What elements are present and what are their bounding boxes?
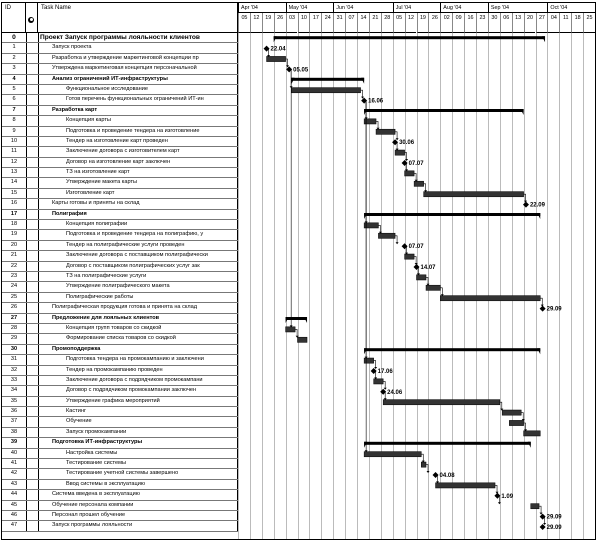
summary-bar [286,317,307,320]
task-id: 33 [2,376,27,385]
task-row[interactable] [2,449,238,459]
milestone-date-label: 22.04 [270,46,286,53]
task-id: 44 [2,490,27,499]
task-id: 2 [2,54,27,63]
task-bar [376,129,395,134]
day-label: 18 [571,13,583,33]
task-id: 41 [2,459,27,468]
task-name: Персонал прошел обучение [38,511,238,520]
info-icon [28,17,34,23]
task-name: Изготовление карт [38,189,238,198]
task-name: Полиграфическая продукция готова и принята на склад [38,303,238,312]
task-bar [286,327,296,332]
task-row[interactable] [2,282,238,292]
task-id: 26 [2,303,27,312]
task-id: 15 [2,189,27,198]
dependency-line [395,132,397,139]
milestone-diamond [540,306,546,312]
dependency-line [286,59,288,66]
task-row[interactable] [2,480,238,490]
summary-bar [364,348,540,351]
task-id: 9 [2,127,27,136]
task-name: Договор с поставщиком полиграфических услуг зак [38,262,238,271]
dependency-line [524,194,526,201]
task-bar [440,296,540,301]
task-bar [364,452,421,457]
task-row[interactable] [2,54,238,64]
task-row[interactable] [2,262,238,272]
task-row[interactable] [2,220,238,230]
dependency-line [289,69,291,326]
dependency-line [426,277,428,284]
dependency-line [539,506,541,513]
task-id: 37 [2,417,27,426]
task-row[interactable] [2,127,238,137]
day-label: 30 [488,13,500,33]
task-name: Формирование списка товаров со скидкой [38,334,238,343]
task-name: Запуск промокампании [38,428,238,437]
task-name: Обучение [38,417,238,426]
task-id: 11 [2,147,27,156]
task-name: Полиграфические работы [38,293,238,302]
day-label: 16 [464,13,476,33]
task-bar [298,337,308,342]
task-row[interactable] [2,189,238,199]
task-bar [292,88,361,93]
summary-bar [364,109,523,112]
task-row[interactable] [2,137,238,147]
task-row[interactable] [2,501,238,511]
task-name: Концепция полиграфии [38,220,238,229]
day-label: 20 [524,13,536,33]
task-id: 30 [2,345,27,354]
task-id: 39 [2,438,27,447]
task-id: 1 [2,43,27,52]
day-label: 12 [405,13,417,33]
day-label: 05 [238,13,250,33]
task-id: 22 [2,262,27,271]
task-name: Утверждение полиграфического макета [38,282,238,291]
task-name: Тендер на изготовление карт проведен [38,137,238,146]
task-id: 40 [2,449,27,458]
milestone-date-label: 05.05 [293,67,309,74]
dependency-line [414,257,416,264]
task-id: 18 [2,220,27,229]
task-row[interactable] [2,210,238,220]
task-row[interactable] [2,158,238,168]
task-row[interactable] [2,324,238,334]
task-name: Карты готовы и приняты на склад [38,199,238,208]
task-id: 8 [2,116,27,125]
column-header-indicators[interactable] [26,3,38,33]
task-name: Разработка карт [38,106,238,115]
task-id: 25 [2,293,27,302]
dependency-line [361,90,363,97]
task-row[interactable] [2,85,238,95]
task-name: Полиграфия [38,210,238,219]
task-name: ТЗ на изготовление карт [38,168,238,177]
task-id: 42 [2,469,27,478]
dependency-line [540,298,542,305]
day-label: 14 [357,13,369,33]
dependency-line [374,361,376,368]
task-row[interactable] [2,147,238,157]
task-row[interactable] [2,251,238,261]
milestone-date-label: 1.09 [501,493,514,500]
task-name: Подготовка ИТ-инфраструктуры [38,438,238,447]
day-label: 04 [547,13,559,33]
day-label: 27 [536,13,548,33]
task-row[interactable] [2,345,238,355]
month-label: May '04 [286,3,334,13]
task-name: Функциональное исследование [38,85,238,94]
task-row[interactable] [2,366,238,376]
task-table [2,33,238,532]
day-label: 24 [321,13,333,33]
task-id: 43 [2,480,27,489]
dependency-line [376,121,378,128]
task-row[interactable] [2,95,238,105]
task-id: 3 [2,64,27,73]
task-bar [378,233,395,238]
task-id: 32 [2,366,27,375]
day-label: 26 [428,13,440,33]
task-name: Анализ ограничений ИТ-инфраструктуры [38,75,238,84]
task-row[interactable] [2,75,238,85]
day-label: 31 [333,13,345,33]
task-name: Настройка системы [38,449,238,458]
task-id: 12 [2,158,27,167]
month-label: Oct '04 [547,3,595,13]
task-row[interactable] [2,314,238,324]
task-name: Предложение для лояльных клиентов [38,314,238,323]
task-id: 4 [2,75,27,84]
milestone-date-label: 22.09 [529,202,545,209]
milestone-date-label: 16.06 [368,98,384,105]
task-id: 17 [2,210,27,219]
dependency-line [378,225,380,232]
task-row[interactable] [2,397,238,407]
dependency-line [495,485,497,492]
task-id: 0 [2,33,27,42]
milestone-date-label: 07.07 [408,161,424,167]
task-name: Обучение персонала компании [38,501,238,510]
task-row[interactable] [2,490,238,500]
task-row[interactable] [2,43,238,53]
dependency-line [383,381,385,388]
task-name: Тестирование системы [38,459,238,468]
task-id: 31 [2,355,27,364]
task-name: Промоподдержка [38,345,238,354]
task-id: 6 [2,95,27,104]
day-label: 26 [274,13,286,33]
task-name: Запуск программы лояльности [38,521,238,530]
dependency-line [395,236,397,243]
task-row[interactable] [2,428,238,438]
task-row[interactable] [2,64,238,74]
day-label: 07 [345,13,357,33]
task-name: Подготовка и проведение тендера на полиграфию, у [38,230,238,239]
task-id: 10 [2,137,27,146]
task-id: 34 [2,386,27,395]
summary-bar [364,442,531,445]
task-name: Ввод системы в эксплуатацию [38,480,238,489]
column-header-id[interactable] [2,3,26,33]
day-label: 25 [583,13,595,33]
milestone-date-label: 29.09 [546,525,562,531]
month-label: Jul '04 [393,3,441,13]
task-row[interactable] [2,303,238,313]
summary-bar [364,213,540,216]
timeline [238,3,595,539]
task-id: 46 [2,511,27,520]
milestone-date-label: 24.06 [387,389,403,396]
task-row[interactable] [2,407,238,417]
gantt-chart [1,2,596,540]
task-name: Заключение договора с изготовителем карт [38,147,238,156]
task-bar [395,150,405,155]
task-name: Подготовка тендера на промокампанию и заключени [38,355,238,364]
task-name: Разработка и утверждение маркетинговой концепции пр [38,54,238,63]
task-bar [414,181,424,186]
day-label: 13 [512,13,524,33]
task-bar [502,410,521,415]
summary-bar [292,78,365,81]
task-bar [374,379,384,384]
task-row[interactable] [2,459,238,469]
task-bar [383,400,500,405]
milestone-date-label: 29.09 [546,514,562,521]
day-label: 19 [262,13,274,33]
task-row[interactable] [2,521,238,531]
task-name: Концепция карты [38,116,238,125]
task-id: 36 [2,407,27,416]
milestone-date-label: 17.06 [377,369,393,375]
task-id: 38 [2,428,27,437]
dependency-arrow [427,471,430,473]
milestone-date-label: 29.09 [546,306,562,313]
task-name: Утверждение макета карты [38,178,238,187]
day-label: 12 [250,13,262,33]
task-bar [524,431,541,436]
summary-bar-end-cap [542,36,545,42]
dependency-line [414,173,416,180]
dependency-line [295,329,297,336]
task-bar [417,275,427,280]
day-label: 11 [559,13,571,33]
day-label: 10 [298,13,310,33]
day-label: 06 [500,13,512,33]
day-label: 03 [286,13,298,33]
task-id: 20 [2,241,27,250]
month-label: Jun '04 [333,3,393,13]
task-name: Запуск проекта [38,43,238,52]
task-id: 28 [2,324,27,333]
task-id: 27 [2,314,27,323]
task-name: ТЗ на полиграфические услуги [38,272,238,281]
task-row[interactable] [2,511,238,521]
task-id: 29 [2,334,27,343]
month-label: Sep '04 [488,3,548,13]
task-id: 45 [2,501,27,510]
day-label: 17 [309,13,321,33]
task-id: 47 [2,521,27,530]
task-bar [267,56,286,61]
column-header-task-name[interactable] [38,3,238,33]
task-row[interactable] [2,116,238,126]
task-bar [405,254,415,259]
month-label: Aug '04 [440,3,488,13]
task-row[interactable] [2,33,238,43]
task-id: 14 [2,178,27,187]
dependency-line [421,454,423,461]
day-label: 09 [452,13,464,33]
task-row[interactable] [2,230,238,240]
task-name: Договор с подрядчиком промокампании заключен [38,386,238,395]
task-id: 13 [2,168,27,177]
summary-bar-end-cap [361,78,364,84]
dependency-line [364,101,366,452]
day-label: 19 [417,13,429,33]
milestone-date-label: 30.06 [399,140,415,147]
dependency-line [426,465,428,472]
task-name: Система введена в эксплуатацию [38,490,238,499]
dependency-line [405,153,407,160]
column-header-id-label: ID [5,5,11,11]
day-label: 05 [393,13,405,33]
summary-bar [274,36,545,39]
task-bar [509,420,523,425]
task-row[interactable] [2,168,238,178]
month-label: Apr '04 [238,3,286,13]
task-bar [426,285,440,290]
task-row[interactable] [2,293,238,303]
task-id: 16 [2,199,27,208]
task-name: Концепция групп товаров со скидкой [38,324,238,333]
task-name: Утверждение графика мероприятий [38,397,238,406]
task-name: Утверждена маркетинговая концепция персоначальной [38,64,238,73]
task-row[interactable] [2,272,238,282]
dependency-arrow [498,502,501,504]
task-name: Проект Запуск программы лояльности клиентов [38,33,238,42]
dependency-line [440,288,442,295]
task-bar [424,192,524,197]
dependency-arrow [396,242,399,244]
milestone-date-label: 14.07 [420,265,436,271]
task-id: 21 [2,251,27,260]
milestone-date-label: 07.07 [408,244,424,251]
task-row[interactable] [2,355,238,365]
task-name: Договор на изготовление карт заключен [38,158,238,167]
day-label: 21 [369,13,381,33]
milestone-diamond [523,202,529,208]
day-label: 28 [381,13,393,33]
task-bar [364,358,374,363]
task-row[interactable] [2,241,238,251]
task-row[interactable] [2,199,238,209]
task-id: 24 [2,282,27,291]
task-row[interactable] [2,334,238,344]
dependency-line [524,423,526,430]
task-bar [436,483,496,488]
task-id: 35 [2,397,27,406]
task-bar [421,462,426,467]
dependency-line [500,402,502,409]
day-label: 23 [476,13,488,33]
task-name: Тендер на промокампанию проведен [38,366,238,375]
task-name: Подготовка и проведение тендера на изготовление [38,127,238,136]
task-id: 23 [2,272,27,281]
dependency-line [521,413,523,420]
task-name: Тендер на полиграфические услуги проведен [38,241,238,250]
summary-bar-start-cap [292,78,295,84]
task-row[interactable] [2,106,238,116]
task-bar [405,171,415,176]
task-id: 7 [2,106,27,115]
dependency-line [424,184,426,191]
task-name: Заключение договора с подрядчиком промокампани [38,376,238,385]
day-label: 02 [440,13,452,33]
column-header-task-name-label: Task Name [41,5,72,11]
task-name: Тестирование учетной системы завершено [38,469,238,478]
task-id: 5 [2,85,27,94]
task-row[interactable] [2,376,238,386]
task-row[interactable] [2,438,238,448]
task-row[interactable] [2,417,238,427]
task-row[interactable] [2,469,238,479]
task-name: Заключение договора с поставщиком полиграфически [38,251,238,260]
milestone-date-label: 04.08 [439,473,455,479]
task-name: Кастинг [38,407,238,416]
milestone-diamond [540,524,546,530]
task-row[interactable] [2,178,238,188]
task-bar [531,504,539,509]
task-row[interactable] [2,386,238,396]
task-name: Готов перечень функциональных ограничений ИТ-ин [38,95,238,104]
task-id: 19 [2,230,27,239]
gantt-bars [238,33,595,539]
